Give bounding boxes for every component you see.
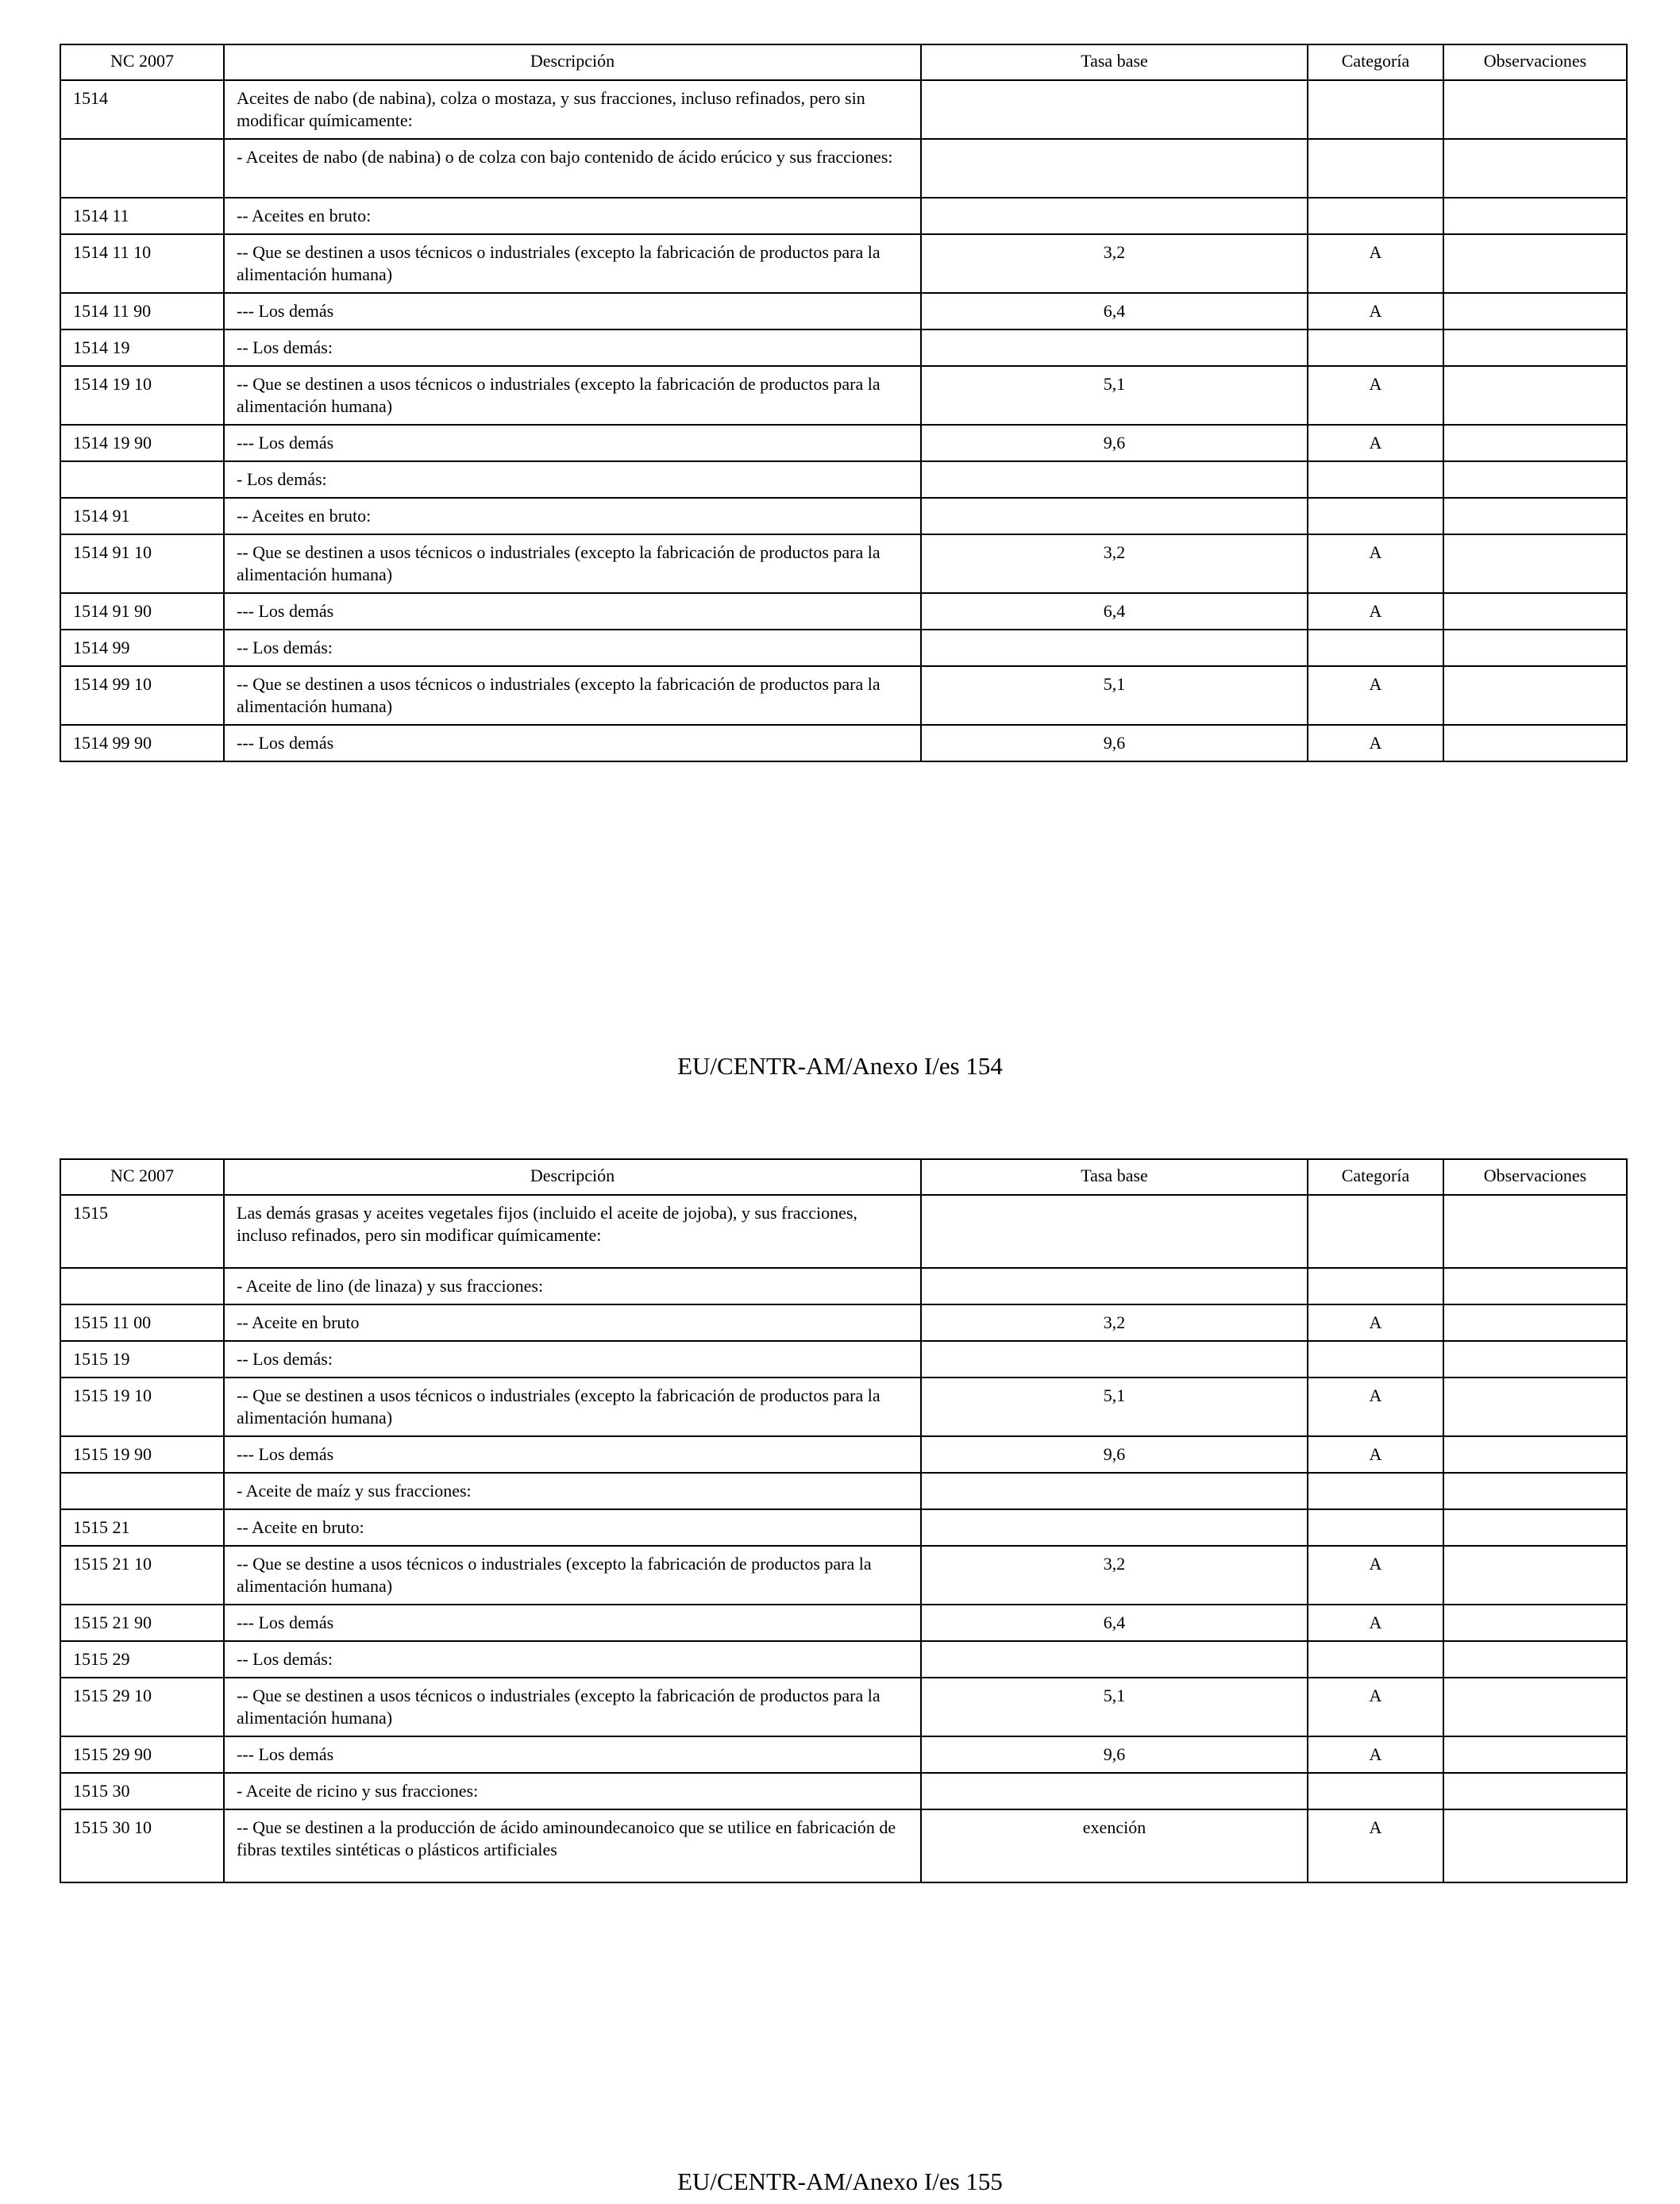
table-row [60,80,1627,139]
cell-description: -- Los demás: [224,1341,921,1378]
cell-rate [921,630,1308,666]
cell-description: --- Los demás [224,293,921,329]
cell-remarks [1443,1605,1627,1641]
cell-rate [921,1341,1308,1378]
cell-remarks [1443,534,1627,593]
cell-code: 1515 29 10 [60,1678,224,1736]
cell-code [60,1473,224,1509]
cell-remarks [1443,1436,1627,1473]
cell-code: 1514 [60,80,224,139]
table-row [60,293,1627,329]
column-header-description: Descripción [224,44,921,80]
cell-category: A [1308,1304,1443,1341]
cell-category [1308,198,1443,234]
cell-category [1308,329,1443,366]
cell-remarks [1443,1304,1627,1341]
cell-description: -- Que se destinen a usos técnicos o industriales (excepto la fabricación de productos para la alimentación humana) [224,234,921,293]
cell-category [1308,1641,1443,1678]
cell-rate: 5,1 [921,666,1308,725]
cell-rate: 6,4 [921,593,1308,630]
table-row [60,1509,1627,1546]
cell-description: Aceites de nabo (de nabina), colza o mostaza, y sus fracciones, incluso refinados, pero sin modificar químicamente: [224,80,921,139]
cell-category [1308,461,1443,498]
cell-code: 1515 30 [60,1773,224,1809]
cell-remarks [1443,1378,1627,1436]
cell-description: -- Los demás: [224,1641,921,1678]
tariff-table-page-155 [60,1158,1628,1883]
table-row [60,425,1627,461]
cell-remarks [1443,80,1627,139]
cell-description: - Los demás: [224,461,921,498]
page-footer-155: EU/CENTR-AM/Anexo I/es 155 [677,2167,1003,2195]
cell-category [1308,139,1443,198]
table-row [60,1268,1627,1304]
cell-category: A [1308,293,1443,329]
cell-remarks [1443,139,1627,198]
cell-rate: 3,2 [921,1546,1308,1605]
table-row [60,1195,1627,1268]
cell-rate: 5,1 [921,1678,1308,1736]
table-row [60,725,1627,761]
cell-code: 1514 19 90 [60,425,224,461]
cell-description: -- Que se destinen a usos técnicos o industriales (excepto la fabricación de productos para la alimentación humana) [224,1378,921,1436]
cell-description: -- Que se destinen a usos técnicos o industriales (excepto la fabricación de productos para la alimentación humana) [224,1678,921,1736]
table-row [60,1736,1627,1773]
cell-remarks [1443,1809,1627,1882]
cell-description: Las demás grasas y aceites vegetales fijos (incluido el aceite de jojoba), y sus fracciones, incluso refinados, pero sin modificar químicamente: [224,1195,921,1268]
cell-code: 1515 19 90 [60,1436,224,1473]
cell-rate [921,498,1308,534]
cell-rate [921,329,1308,366]
cell-description: -- Que se destinen a usos técnicos o industriales (excepto la fabricación de productos para la alimentación humana) [224,666,921,725]
cell-description: --- Los demás [224,425,921,461]
cell-description: -- Que se destinen a usos técnicos o industriales (excepto la fabricación de productos para la alimentación humana) [224,534,921,593]
cell-remarks [1443,1473,1627,1509]
table-row [60,1773,1627,1809]
table-row [60,1546,1627,1605]
column-header-description: Descripción [224,1159,921,1195]
cell-description: -- Que se destine a usos técnicos o industriales (excepto la fabricación de productos para la alimentación humana) [224,1546,921,1605]
cell-rate [921,139,1308,198]
column-header-base-rate: Tasa base [921,44,1308,80]
column-header-code: NC 2007 [60,1159,224,1195]
cell-code: 1514 99 90 [60,725,224,761]
table-row [60,198,1627,234]
cell-remarks [1443,630,1627,666]
table-row [60,1641,1627,1678]
cell-description: -- Que se destinen a la producción de ácido aminoundecanoico que se utilice en fabricación de fibras textiles sintéticas o plásticos artificiales [224,1809,921,1882]
table-row [60,666,1627,725]
cell-rate: 6,4 [921,293,1308,329]
cell-code: 1515 21 90 [60,1605,224,1641]
cell-rate [921,461,1308,498]
table-row [60,1605,1627,1641]
table-row [60,593,1627,630]
cell-remarks [1443,1546,1627,1605]
cell-remarks [1443,366,1627,425]
cell-category [1308,1473,1443,1509]
cell-remarks [1443,1509,1627,1546]
cell-rate [921,198,1308,234]
cell-rate: exención [921,1809,1308,1882]
table-row [60,1436,1627,1473]
cell-code: 1515 21 [60,1509,224,1546]
cell-category [1308,1268,1443,1304]
cell-remarks [1443,666,1627,725]
cell-code: 1515 19 10 [60,1378,224,1436]
cell-description: -- Que se destinen a usos técnicos o industriales (excepto la fabricación de productos para la alimentación humana) [224,366,921,425]
cell-rate: 5,1 [921,366,1308,425]
table-row [60,234,1627,293]
table-row [60,139,1627,198]
cell-category [1308,1341,1443,1378]
cell-code: 1514 99 10 [60,666,224,725]
cell-rate [921,80,1308,139]
cell-remarks [1443,1641,1627,1678]
cell-remarks [1443,725,1627,761]
cell-code: 1515 11 00 [60,1304,224,1341]
cell-code: 1514 99 [60,630,224,666]
table-row [60,630,1627,666]
cell-description: -- Aceite en bruto [224,1304,921,1341]
table-row [60,1678,1627,1736]
cell-category: A [1308,1546,1443,1605]
tariff-table-page-154 [60,44,1628,762]
cell-description: - Aceite de ricino y sus fracciones: [224,1773,921,1809]
cell-remarks [1443,1268,1627,1304]
cell-rate [921,1268,1308,1304]
cell-description: - Aceite de maíz y sus fracciones: [224,1473,921,1509]
cell-category: A [1308,1378,1443,1436]
column-header-base-rate: Tasa base [921,1159,1308,1195]
cell-description: -- Aceites en bruto: [224,198,921,234]
table-row [60,1378,1627,1436]
cell-category [1308,1195,1443,1268]
cell-category: A [1308,1678,1443,1736]
cell-code [60,461,224,498]
cell-code [60,139,224,198]
cell-description: --- Los demás [224,725,921,761]
cell-remarks [1443,198,1627,234]
cell-description: -- Los demás: [224,329,921,366]
cell-description: - Aceites de nabo (de nabina) o de colza con bajo contenido de ácido erúcico y sus fracciones: [224,139,921,198]
cell-rate: 5,1 [921,1378,1308,1436]
cell-description: -- Aceites en bruto: [224,498,921,534]
table-row [60,1341,1627,1378]
cell-description: -- Aceite en bruto: [224,1509,921,1546]
cell-rate: 9,6 [921,725,1308,761]
table-row [60,329,1627,366]
cell-remarks [1443,1678,1627,1736]
cell-rate: 3,2 [921,534,1308,593]
cell-category: A [1308,1809,1443,1882]
table-row [60,498,1627,534]
cell-category: A [1308,1736,1443,1773]
cell-remarks [1443,234,1627,293]
cell-code: 1514 19 10 [60,366,224,425]
cell-code: 1514 11 [60,198,224,234]
cell-rate [921,1509,1308,1546]
cell-category: A [1308,593,1443,630]
column-header-category: Categoría [1308,1159,1443,1195]
table-row [60,1473,1627,1509]
cell-remarks [1443,1736,1627,1773]
table-row [60,366,1627,425]
cell-description: --- Los demás [224,1605,921,1641]
cell-remarks [1443,293,1627,329]
column-header-remarks: Observaciones [1443,1159,1627,1195]
cell-rate [921,1473,1308,1509]
cell-code: 1514 91 90 [60,593,224,630]
cell-rate [921,1641,1308,1678]
table-row [60,534,1627,593]
cell-category: A [1308,425,1443,461]
cell-code: 1515 29 [60,1641,224,1678]
cell-category [1308,630,1443,666]
cell-remarks [1443,1773,1627,1809]
cell-code: 1515 21 10 [60,1546,224,1605]
cell-code: 1514 19 [60,329,224,366]
column-header-category: Categoría [1308,44,1443,80]
cell-category [1308,1773,1443,1809]
cell-description: --- Los demás [224,593,921,630]
cell-category: A [1308,234,1443,293]
cell-code: 1514 91 10 [60,534,224,593]
cell-category: A [1308,666,1443,725]
cell-code: 1515 [60,1195,224,1268]
cell-code: 1515 29 90 [60,1736,224,1773]
cell-description: - Aceite de lino (de linaza) y sus fracciones: [224,1268,921,1304]
cell-description: --- Los demás [224,1436,921,1473]
cell-category: A [1308,725,1443,761]
cell-remarks [1443,1195,1627,1268]
table-row [60,1304,1627,1341]
cell-description: --- Los demás [224,1736,921,1773]
column-header-code: NC 2007 [60,44,224,80]
cell-rate [921,1773,1308,1809]
cell-code: 1514 91 [60,498,224,534]
table-header-row [60,44,1627,80]
cell-rate: 9,6 [921,425,1308,461]
cell-rate: 6,4 [921,1605,1308,1641]
column-header-remarks: Observaciones [1443,44,1627,80]
cell-description: -- Los demás: [224,630,921,666]
cell-remarks [1443,498,1627,534]
cell-code [60,1268,224,1304]
cell-category: A [1308,1605,1443,1641]
cell-code: 1514 11 10 [60,234,224,293]
cell-remarks [1443,425,1627,461]
cell-remarks [1443,329,1627,366]
cell-category: A [1308,366,1443,425]
cell-remarks [1443,593,1627,630]
cell-remarks [1443,461,1627,498]
page-footer-154: EU/CENTR-AM/Anexo I/es 154 [677,1052,1003,1080]
cell-code: 1514 11 90 [60,293,224,329]
cell-rate: 3,2 [921,234,1308,293]
table-row [60,1809,1627,1882]
cell-category: A [1308,534,1443,593]
cell-rate [921,1195,1308,1268]
cell-remarks [1443,1341,1627,1378]
table-header-row [60,1159,1627,1195]
cell-category [1308,80,1443,139]
cell-code: 1515 30 10 [60,1809,224,1882]
cell-rate: 9,6 [921,1436,1308,1473]
cell-category [1308,498,1443,534]
cell-category: A [1308,1436,1443,1473]
cell-rate: 9,6 [921,1736,1308,1773]
cell-rate: 3,2 [921,1304,1308,1341]
table-row [60,461,1627,498]
cell-code: 1515 19 [60,1341,224,1378]
cell-category [1308,1509,1443,1546]
